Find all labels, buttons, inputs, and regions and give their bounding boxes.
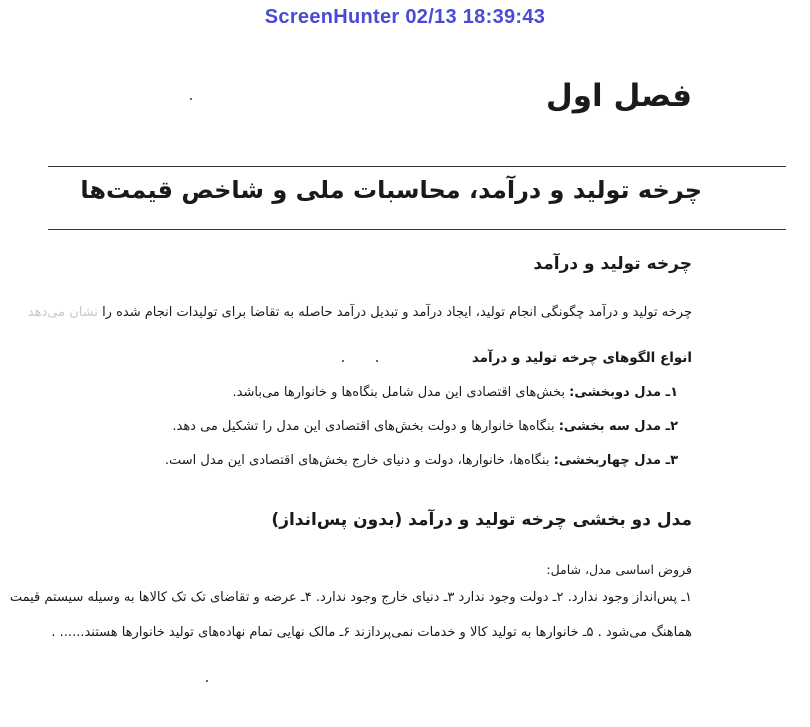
model-item-2-text: بنگاه‌ها خانوارها و دولت بخش‌های اقتصادی این مدل را تشکیل می دهد.: [172, 419, 559, 434]
model-item-1-text: بخش‌های اقتصادی این مدل شامل بنگاه‌ها و خانوارها می‌باشد.: [232, 385, 570, 400]
model-item-1: [233, 385, 678, 400]
model-item-1-label: ۱ـ مدل دوبخشی:: [569, 385, 678, 400]
model-item-2-label: ۲ـ مدل سه بخشی:: [558, 419, 678, 434]
assumptions-line-2: هماهنگ می‌شود . ۵ـ خانوارها به تولید کالا و خدمات نمی‌پردازند ۶ـ مالک نهایی تمام نهاده‌های تولید خانوارها هستند...... .: [51, 625, 692, 640]
screenhunter-watermark: ScreenHunter 02/13 18:39:43: [264, 6, 546, 28]
section1-heading: چرخه تولید و درآمد: [533, 254, 692, 274]
assumptions-line-1: ۱ـ پس‌انداز وجود ندارد. ۲ـ دولت وجود ندارد ۳ـ دنیای خارج وجود ندارد. ۴ـ عرضه و تقاضای تک تک کالاها به وسیله سیستم قیمت: [9, 590, 692, 605]
model-item-3: [165, 453, 678, 468]
intro-text: چرخه تولید و درآمد چگونگی انجام تولید، ایجاد درآمد و تبدیل درآمد حاصله به تقاضا برای تولیدات انجام شده را: [102, 305, 692, 320]
section1-intro: [28, 305, 692, 320]
title-rule-bottom: [48, 229, 786, 230]
assumptions-label: فروض اساسی مدل، شامل:: [546, 562, 692, 577]
title-rule-top: [48, 166, 786, 167]
scan-speck: [376, 360, 378, 362]
model-item-2: [172, 419, 678, 434]
scan-speck: [342, 360, 344, 362]
main-title: چرخه تولید و درآمد، محاسبات ملی و شاخص قیمت‌ها: [80, 176, 702, 204]
model-item-3-text: بنگاه‌ها، خانوارها، دولت و دنیای خارج بخش‌های اقتصادی این مدل است.: [164, 453, 554, 468]
model-item-3-label: ۳ـ مدل چهاربخشی:: [553, 453, 678, 468]
chapter-title: فصل اول: [545, 78, 692, 114]
intro-faded-text: نشان می‌دهد: [27, 305, 98, 320]
section2-heading: مدل دو بخشی چرخه تولید و درآمد (بدون پس‌انداز): [271, 510, 692, 530]
scan-speck: [206, 680, 208, 682]
types-heading: انواع الگوهای چرخه تولید و درآمد: [471, 350, 692, 366]
scan-speck: [190, 98, 192, 100]
